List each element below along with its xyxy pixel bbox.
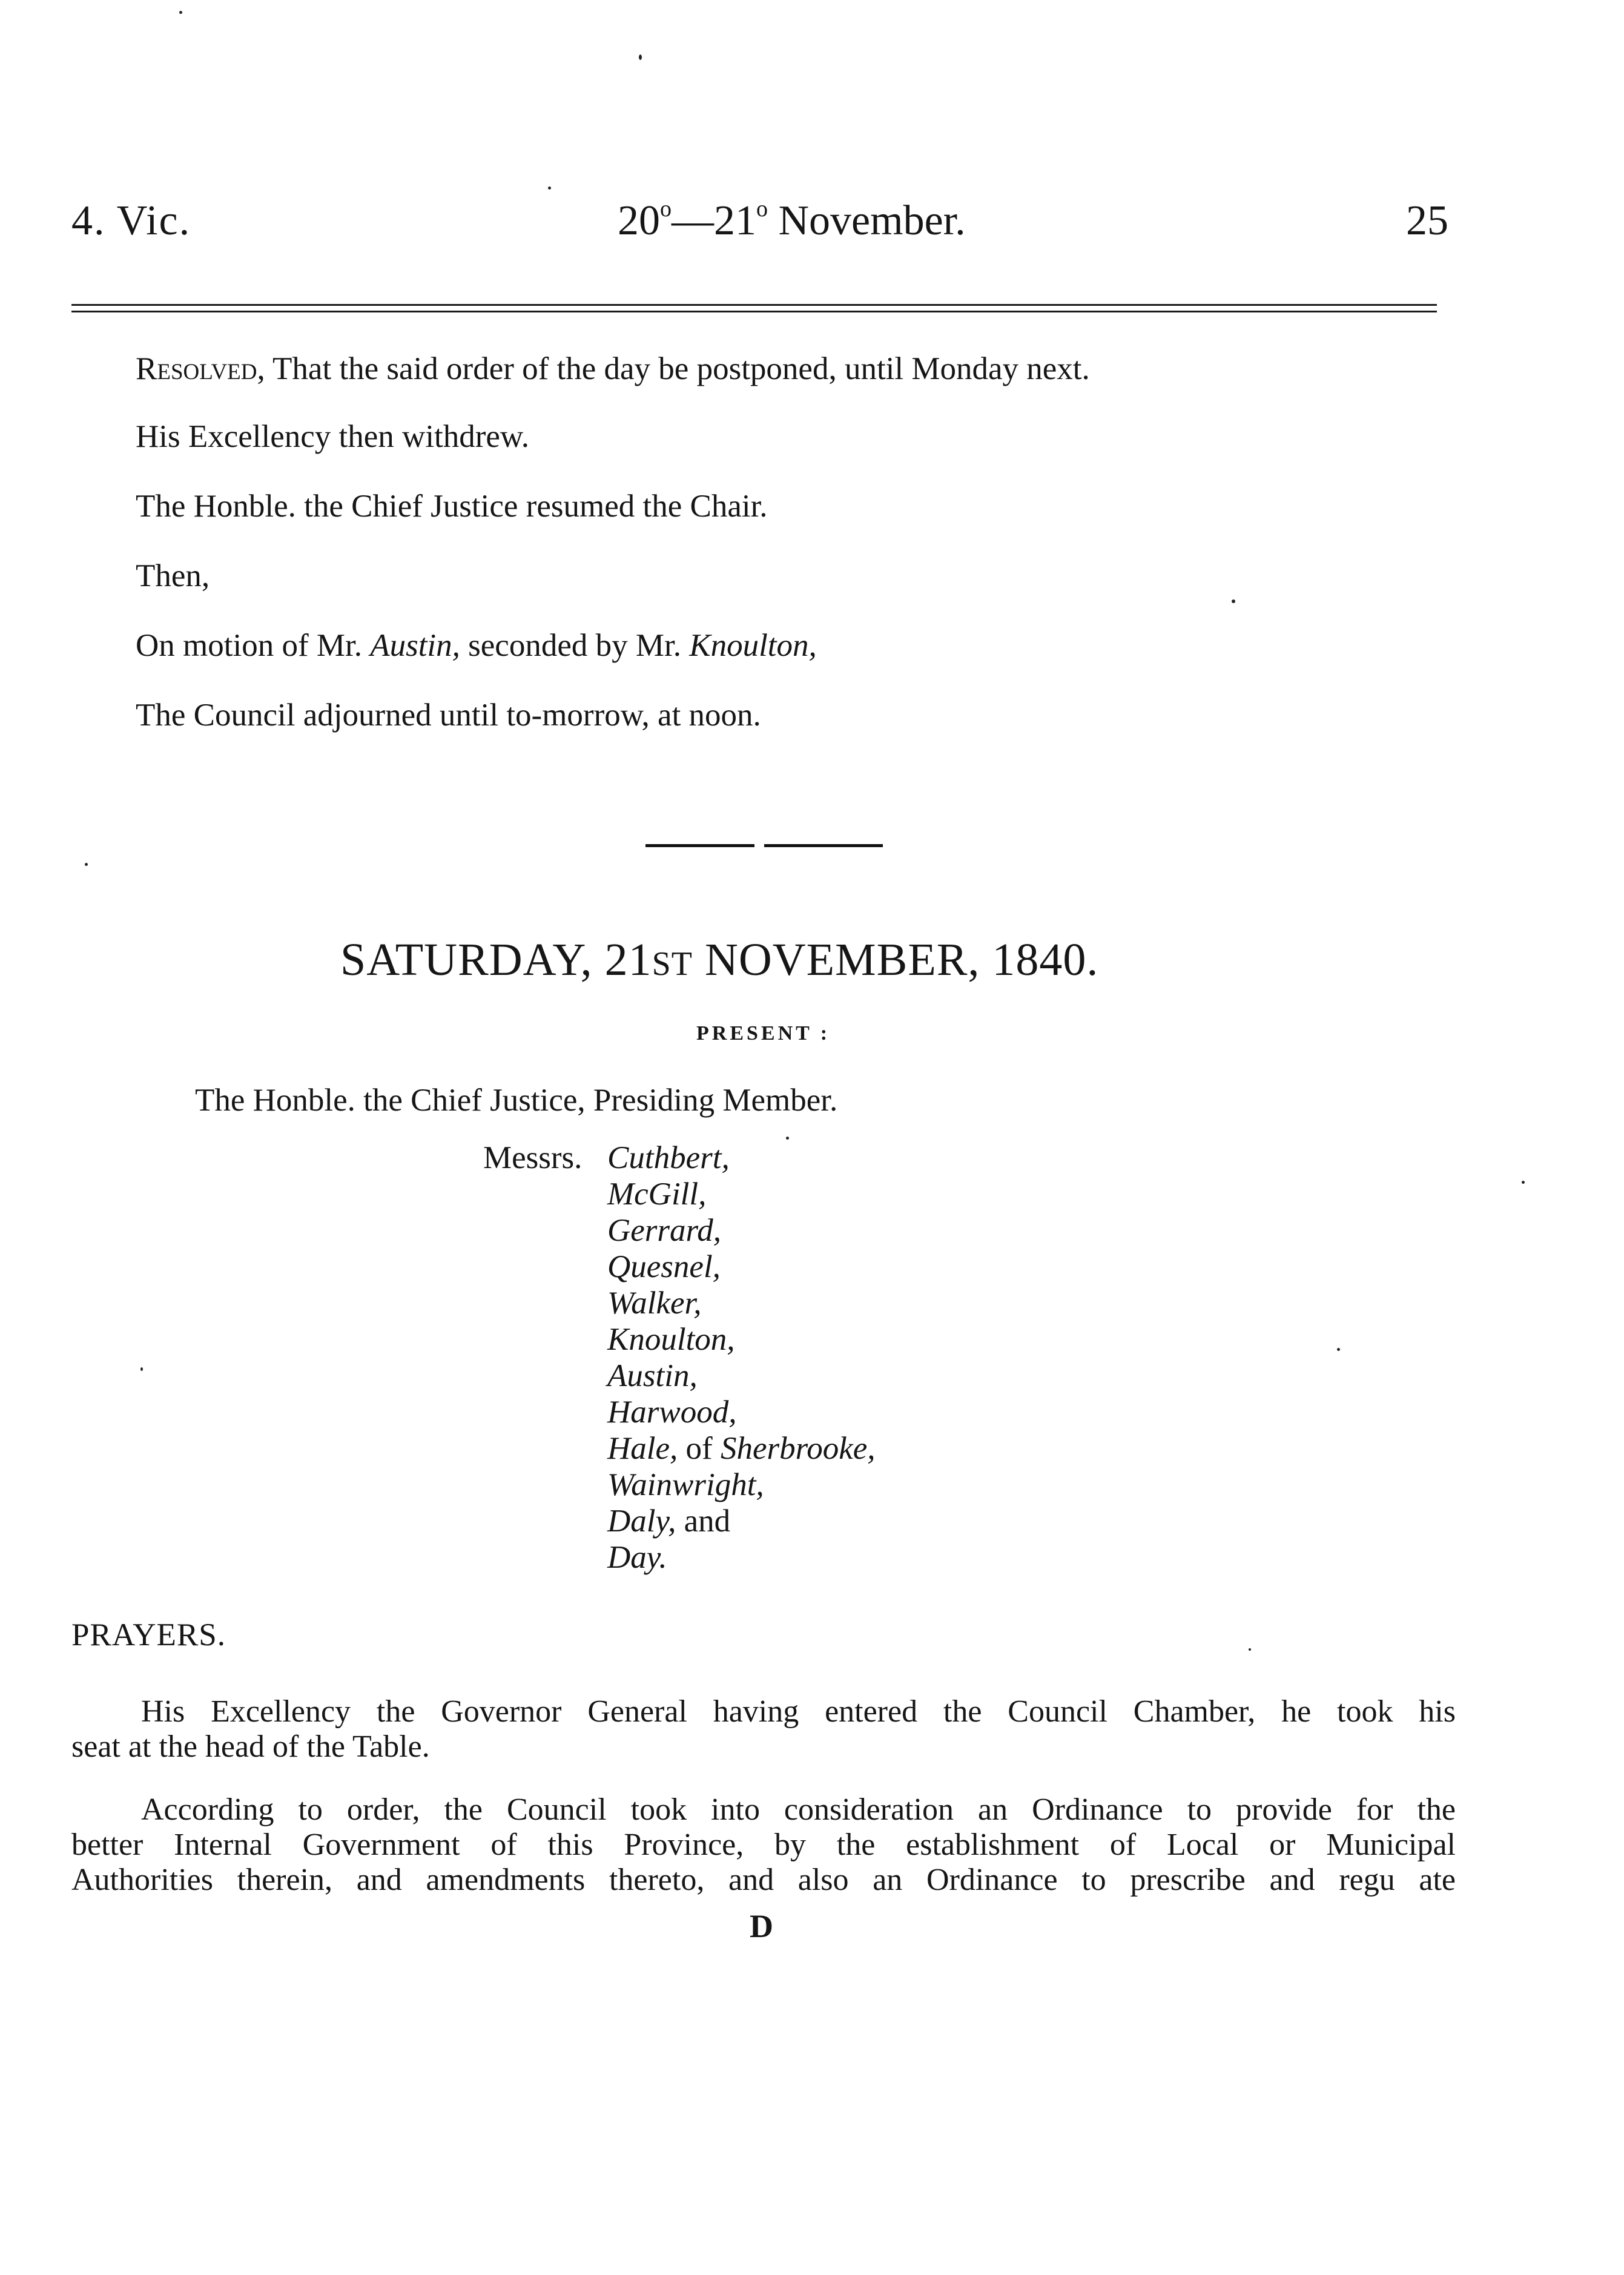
member-name: Walker, [607, 1286, 702, 1321]
list-item [607, 1430, 876, 1467]
list-item [607, 1140, 876, 1176]
header-regnal-year: 4. Vic. [71, 197, 191, 244]
motion-text-b: seconded by Mr. [468, 628, 681, 663]
scan-speck [179, 11, 182, 14]
section-divider-right [764, 844, 883, 847]
paragraph-governor-entered [71, 1694, 1456, 1765]
sitting-title-suffix: ST [652, 945, 693, 983]
paragraph-line: His Excellency the Governor General having entered the Council Chamber, he took his [141, 1694, 1456, 1729]
sitting-title-day: SATURDAY, 21 [340, 934, 652, 985]
scan-speck [639, 54, 642, 60]
scan-speck [1249, 1648, 1251, 1651]
paragraph-line: According to order, the Council took into consideration an Ordinance to provide for the [141, 1792, 1456, 1827]
member-name: Day. [607, 1540, 667, 1575]
members-list [607, 1140, 876, 1576]
member-name: Harwood, [607, 1395, 737, 1430]
member-extra: of [678, 1431, 721, 1466]
member-extra-place: Sherbrooke, [720, 1431, 876, 1466]
member-name: McGill, [607, 1177, 707, 1212]
scan-speck [140, 1367, 143, 1371]
paragraph-according-to-order [71, 1792, 1456, 1898]
member-name: Gerrard, [607, 1213, 721, 1248]
motion-seconder: Knoulton, [689, 628, 817, 663]
presiding-member: The Honble. the Chief Justice, Presiding Member. [195, 1083, 838, 1118]
scan-speck [1522, 1181, 1525, 1184]
list-item [607, 1467, 876, 1503]
list-item [607, 1249, 876, 1285]
header-rule-bottom [71, 311, 1437, 312]
withdrew-line: His Excellency then withdrew. [136, 419, 530, 454]
present-label: PRESENT : [696, 1022, 831, 1045]
then-line: Then, [136, 558, 210, 593]
list-item [607, 1321, 876, 1358]
list-item [607, 1358, 876, 1394]
paragraph-line: Authorities therein, and amendments thereto, and also an Ordinance to prescribe and regu ate [71, 1863, 1456, 1897]
motion-mover: Austin, [370, 628, 460, 663]
member-name: Austin, [607, 1358, 698, 1393]
chair-line: The Honble. the Chief Justice resumed the Chair. [136, 489, 768, 524]
header-date-sup1: o [660, 196, 672, 222]
paragraph-line: better Internal Government of this Province, by the establishment of Local or Municipal [71, 1828, 1456, 1862]
header-date-day2: 21 [714, 197, 756, 244]
header-rule-top [71, 304, 1437, 306]
resolved-text: That the said order of the day be postponed, until Monday next. [272, 351, 1090, 386]
header-date [618, 196, 966, 244]
member-name: Quesnel, [607, 1249, 721, 1284]
resolved-word: Resolved, [136, 351, 265, 386]
scan-speck [85, 863, 88, 866]
motion-text-a: On motion of Mr. [136, 628, 362, 663]
list-item [607, 1212, 876, 1249]
list-item [607, 1285, 876, 1321]
scan-speck [548, 187, 551, 190]
prayers-heading: PRAYERS. [71, 1617, 226, 1653]
header-date-sup2: o [756, 196, 768, 222]
scan-speck [786, 1137, 789, 1140]
member-extra: and [676, 1504, 731, 1539]
signature-mark: D [750, 1908, 773, 1944]
paragraph-line: seat at the head of the Table. [71, 1729, 430, 1764]
member-name: Daly, [607, 1504, 676, 1539]
list-item [607, 1176, 876, 1212]
scan-speck [1337, 1348, 1340, 1351]
member-name: Hale, [607, 1431, 678, 1466]
scan-speck [1232, 599, 1235, 603]
header-date-day1: 20 [618, 197, 660, 244]
messrs-label: Messrs. [483, 1140, 583, 1175]
member-name: Wainwright, [607, 1467, 764, 1502]
motion-line [136, 630, 817, 662]
page-number: 25 [1406, 197, 1448, 244]
sitting-title-rest: NOVEMBER, 1840. [704, 934, 1099, 985]
member-name: Cuthbert, [607, 1140, 730, 1175]
sitting-title [340, 934, 1098, 986]
resolved-line [136, 353, 1090, 385]
header-date-month: November. [778, 197, 966, 244]
header-date-dash: — [672, 197, 714, 244]
list-item [607, 1394, 876, 1430]
list-item [607, 1503, 876, 1539]
section-divider-left [645, 844, 754, 847]
list-item [607, 1539, 876, 1576]
member-name: Knoulton, [607, 1322, 735, 1357]
adjourned-line: The Council adjourned until to-morrow, at noon. [136, 698, 761, 733]
